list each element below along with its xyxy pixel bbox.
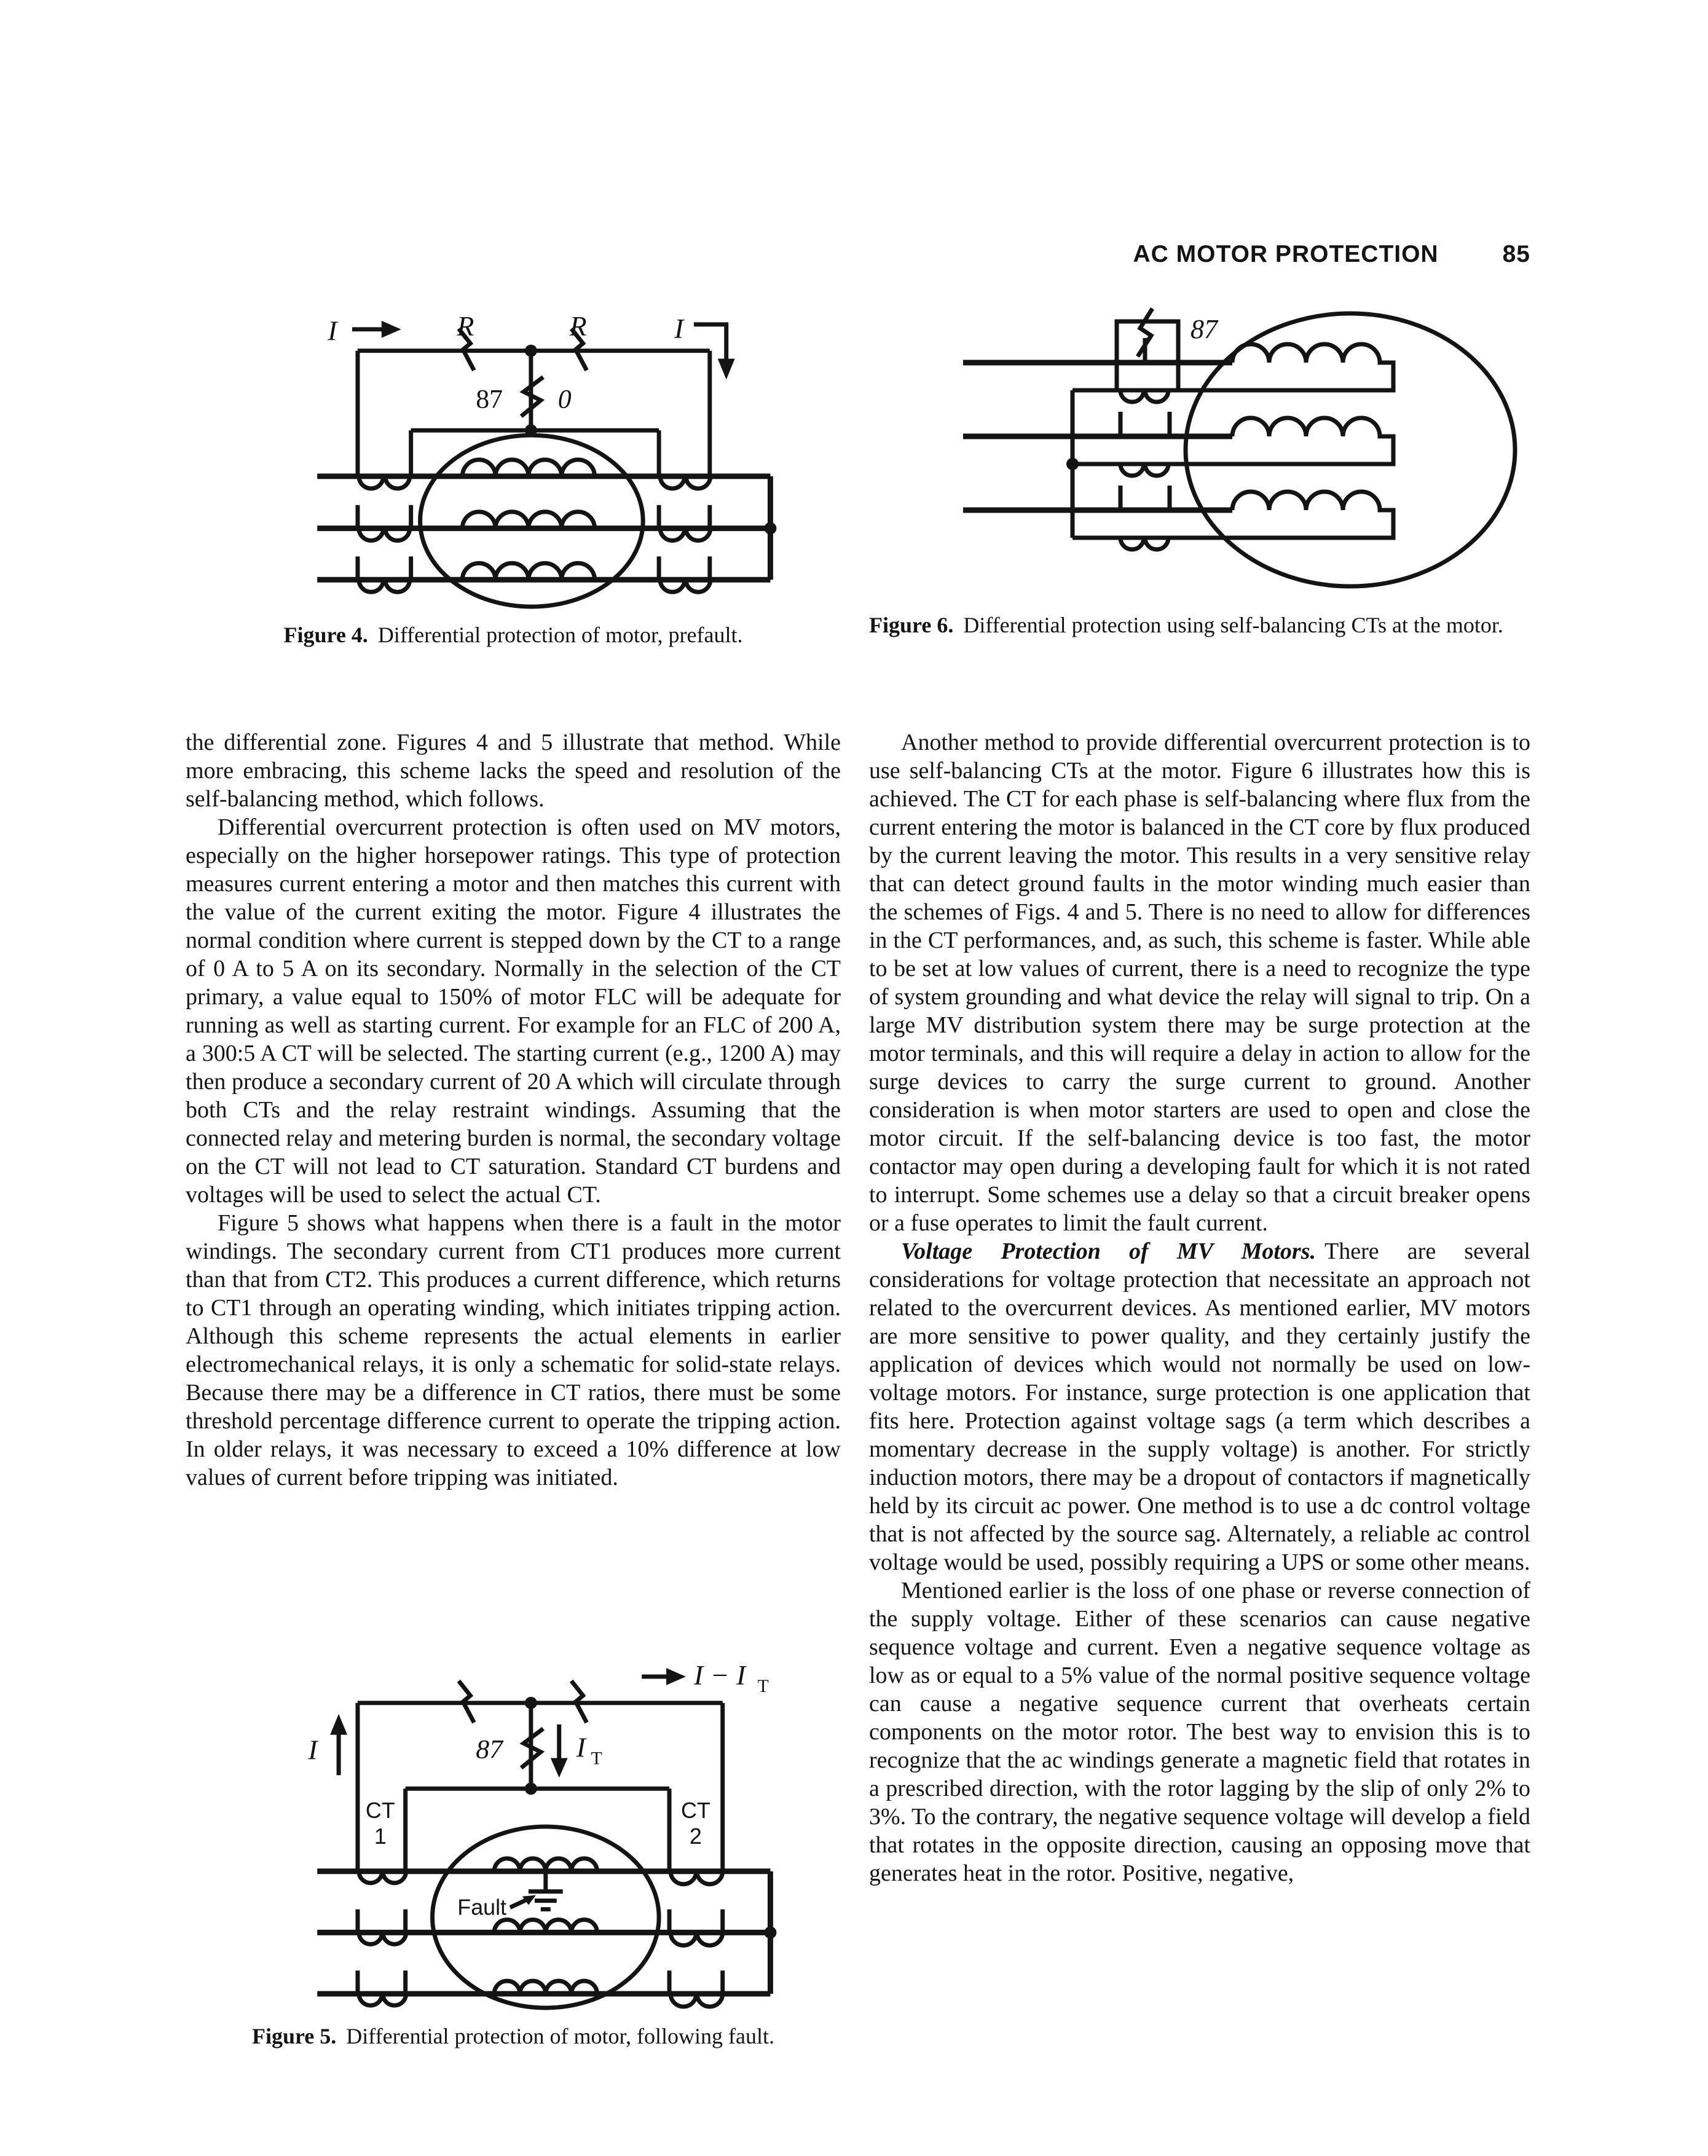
relay-87-label: 87 — [476, 1734, 503, 1765]
arrow-down-icon — [551, 1758, 568, 1777]
figure6-diagram — [869, 307, 1530, 602]
current-in-label: I — [308, 1734, 318, 1766]
operating-coil-label: 0 — [557, 384, 572, 414]
right-column-text — [869, 728, 1530, 1887]
fig5-current-arrows — [330, 1668, 686, 1777]
fig6-ct-symbols — [1117, 309, 1178, 549]
fig6-neutral-bus — [1066, 390, 1079, 538]
arrow-up-icon — [330, 1714, 347, 1735]
figure4-diagram — [186, 310, 841, 618]
arrow-down-icon — [718, 359, 735, 380]
figure4-caption — [186, 620, 841, 650]
fig5-fault — [510, 1871, 563, 1910]
diff-current-label: I − I — [693, 1659, 746, 1691]
page-title: AC MOTOR PROTECTION — [1133, 241, 1439, 267]
paragraph: the differential zone. Figures 4 and 5 illustrate that method. While more embracing, this scheme lacks the speed and resolution of the self-balancing method, which follows. — [186, 730, 841, 812]
arrow-right-icon — [666, 1668, 686, 1685]
tripping-current-subscript: T — [591, 1748, 602, 1769]
junction-dot — [525, 345, 537, 357]
figure5-diagram — [186, 1659, 841, 2016]
left-column-text — [186, 728, 841, 1492]
figure5-caption-label: Figure 5. — [251, 2024, 337, 2048]
junction-dot — [764, 522, 776, 535]
figure5-caption — [186, 2021, 841, 2052]
section-run-in-heading: Voltage Protection of MV Motors. — [901, 1238, 1316, 1264]
junction-dot — [525, 1782, 537, 1795]
figure4-caption-text: Differential protection of motor, prefault. — [377, 623, 743, 647]
fig4-relay-circuit — [358, 329, 710, 476]
current-out-label: I — [674, 312, 684, 344]
page-number: 85 — [1502, 241, 1530, 267]
restraint-label: R — [457, 310, 474, 342]
paragraph — [869, 1237, 1530, 1576]
junction-dot — [525, 1697, 537, 1709]
junction-dot — [1066, 458, 1079, 470]
paragraph: Another method to provide differential overcurrent protection is to use self-balancing CTs at the motor. Figure 6 illustrates how this is achieved. The CT for each phase is self-balancing where flux from the current entering the motor is balanced in the CT core by flux produced by the current leaving the motor. This results in a very sensitive relay that can detect ground faults in the motor winding much easier than the schemes of Figs. 4 and 5. There is no need to allow for differences in the CT performances, and, as such, this scheme is faster. While able to be set at low values of current, there is a need to recognize the type of system grounding and what device the relay will signal to trip. On a large MV distribution system there may be surge protection at the motor terminals, and this will require a delay in action to allow for the surge devices to carry the surge current to ground. Another consideration is when motor starters are used to open and close the motor circuit. If the self-balancing device is too fast, the motor contactor may open during a developing fault for which it is not rated to interrupt. Some schemes use a delay so that a circuit breaker opens or a fuse operates to limit the fault current. — [869, 730, 1530, 1236]
arrow-right-icon — [382, 321, 401, 338]
diff-current-subscript: T — [757, 1675, 769, 1696]
current-in-label: I — [328, 315, 337, 347]
ct1-number: 1 — [374, 1824, 387, 1849]
paragraph: Mentioned earlier is the loss of one phase or reverse connection of the supply voltage. Either of these scenarios can cause negative sequence voltage and current. Even a negative sequence voltage as low as or equal to a 5% value of the normal positive sequence voltage can cause a negative sequence current that overheats certain components on the motor rotor. The best way to envision this is to recognize that the ac windings generate a magnetic field that rotates in a prescribed direction, with the rotor lagging by the slip of only 2% to 3%. To the contrary, the negative sequence voltage will develop a field that rotates in the opposite direction, causing an opposing move that generates heat in the rotor. Positive, negative, — [869, 1578, 1530, 1886]
fault-label: Fault — [457, 1895, 507, 1920]
ct1-label: CT — [365, 1798, 395, 1824]
figure6-caption-label: Figure 6. — [869, 613, 954, 637]
left-column — [186, 0, 841, 2156]
right-column — [869, 0, 1530, 2156]
figure6-caption-text: Differential protection using self-balancing CTs at the motor. — [963, 613, 1503, 637]
relay-87-label: 87 — [1190, 314, 1218, 344]
figure5-caption-text: Differential protection of motor, following fault. — [346, 2024, 775, 2048]
junction-dot — [764, 1926, 776, 1938]
figure6-caption — [869, 610, 1530, 640]
tripping-current-label: I — [576, 1731, 586, 1763]
restraint-label: R — [569, 310, 587, 342]
paragraph-text: There are several considerations for voltage protection that necessitate an approach not related to the overcurrent devices. As mentioned earlier, MV motors are more sensitive to power quality, and they certainly justify the application of devices which would not normally be used on low-voltage motors. For instance, surge protection is one application that fits here. Protection against voltage sags (a term which describes a momentary decrease in the supply voltage) is another. For strictly induction motors, there may be a dropout of contactors if magnetically held by its circuit ac power. One method is to use a dc control voltage that is not affected by the source sag. Alternately, a reliable ac control voltage would be used, possibly requiring a UPS or some other means. — [869, 1238, 1530, 1575]
figure4-caption-label: Figure 4. — [283, 623, 368, 647]
motor-winding — [1072, 344, 1393, 390]
fig4-ct-symbols — [358, 476, 710, 592]
ct2-number: 2 — [689, 1824, 702, 1849]
relay-87-label: 87 — [476, 384, 503, 414]
ct2-label: CT — [680, 1798, 710, 1824]
paragraph: Differential overcurrent protection is often used on MV motors, especially on the higher horsepower ratings. This type of protection measures current entering a motor and then matches this current with the value of the current exiting the motor. Figure 4 illustrates the normal condition where current is stepped down by the CT to a range of 0 A to 5 A on its secondary. Normally in the selection of the CT primary, a value equal to 150% of motor FLC will be adequate for running as well as starting current. For example for an FLC of 200 A, a 300:5 A CT will be selected. The starting current (e.g., 1200 A) may then produce a secondary current of 20 A which will circulate through both CTs and the relay restraint windings. Assuming that the connected relay and metering burden is normal, the secondary voltage on the CT will not lead to CT saturation. Standard CT burdens and voltages will be used to select the actual CT. — [186, 814, 841, 1208]
paragraph: Figure 5 shows what happens when there is a fault in the motor windings. The secondary current from CT1 produces more current than that from CT2. This produces a current difference, which returns to CT1 through an operating winding, which initiates tripping action. Although this scheme represents the actual elements in earlier electromechanical relays, it is only a schematic for solid-state relays. Because there may be a difference in CT ratios, there must be some threshold percentage difference current to operate the tripping action. In older relays, it was necessary to exceed a 10% difference at low values of current before tripping was initiated. — [186, 1210, 841, 1490]
fig5-relay-circuit — [358, 1681, 723, 1871]
